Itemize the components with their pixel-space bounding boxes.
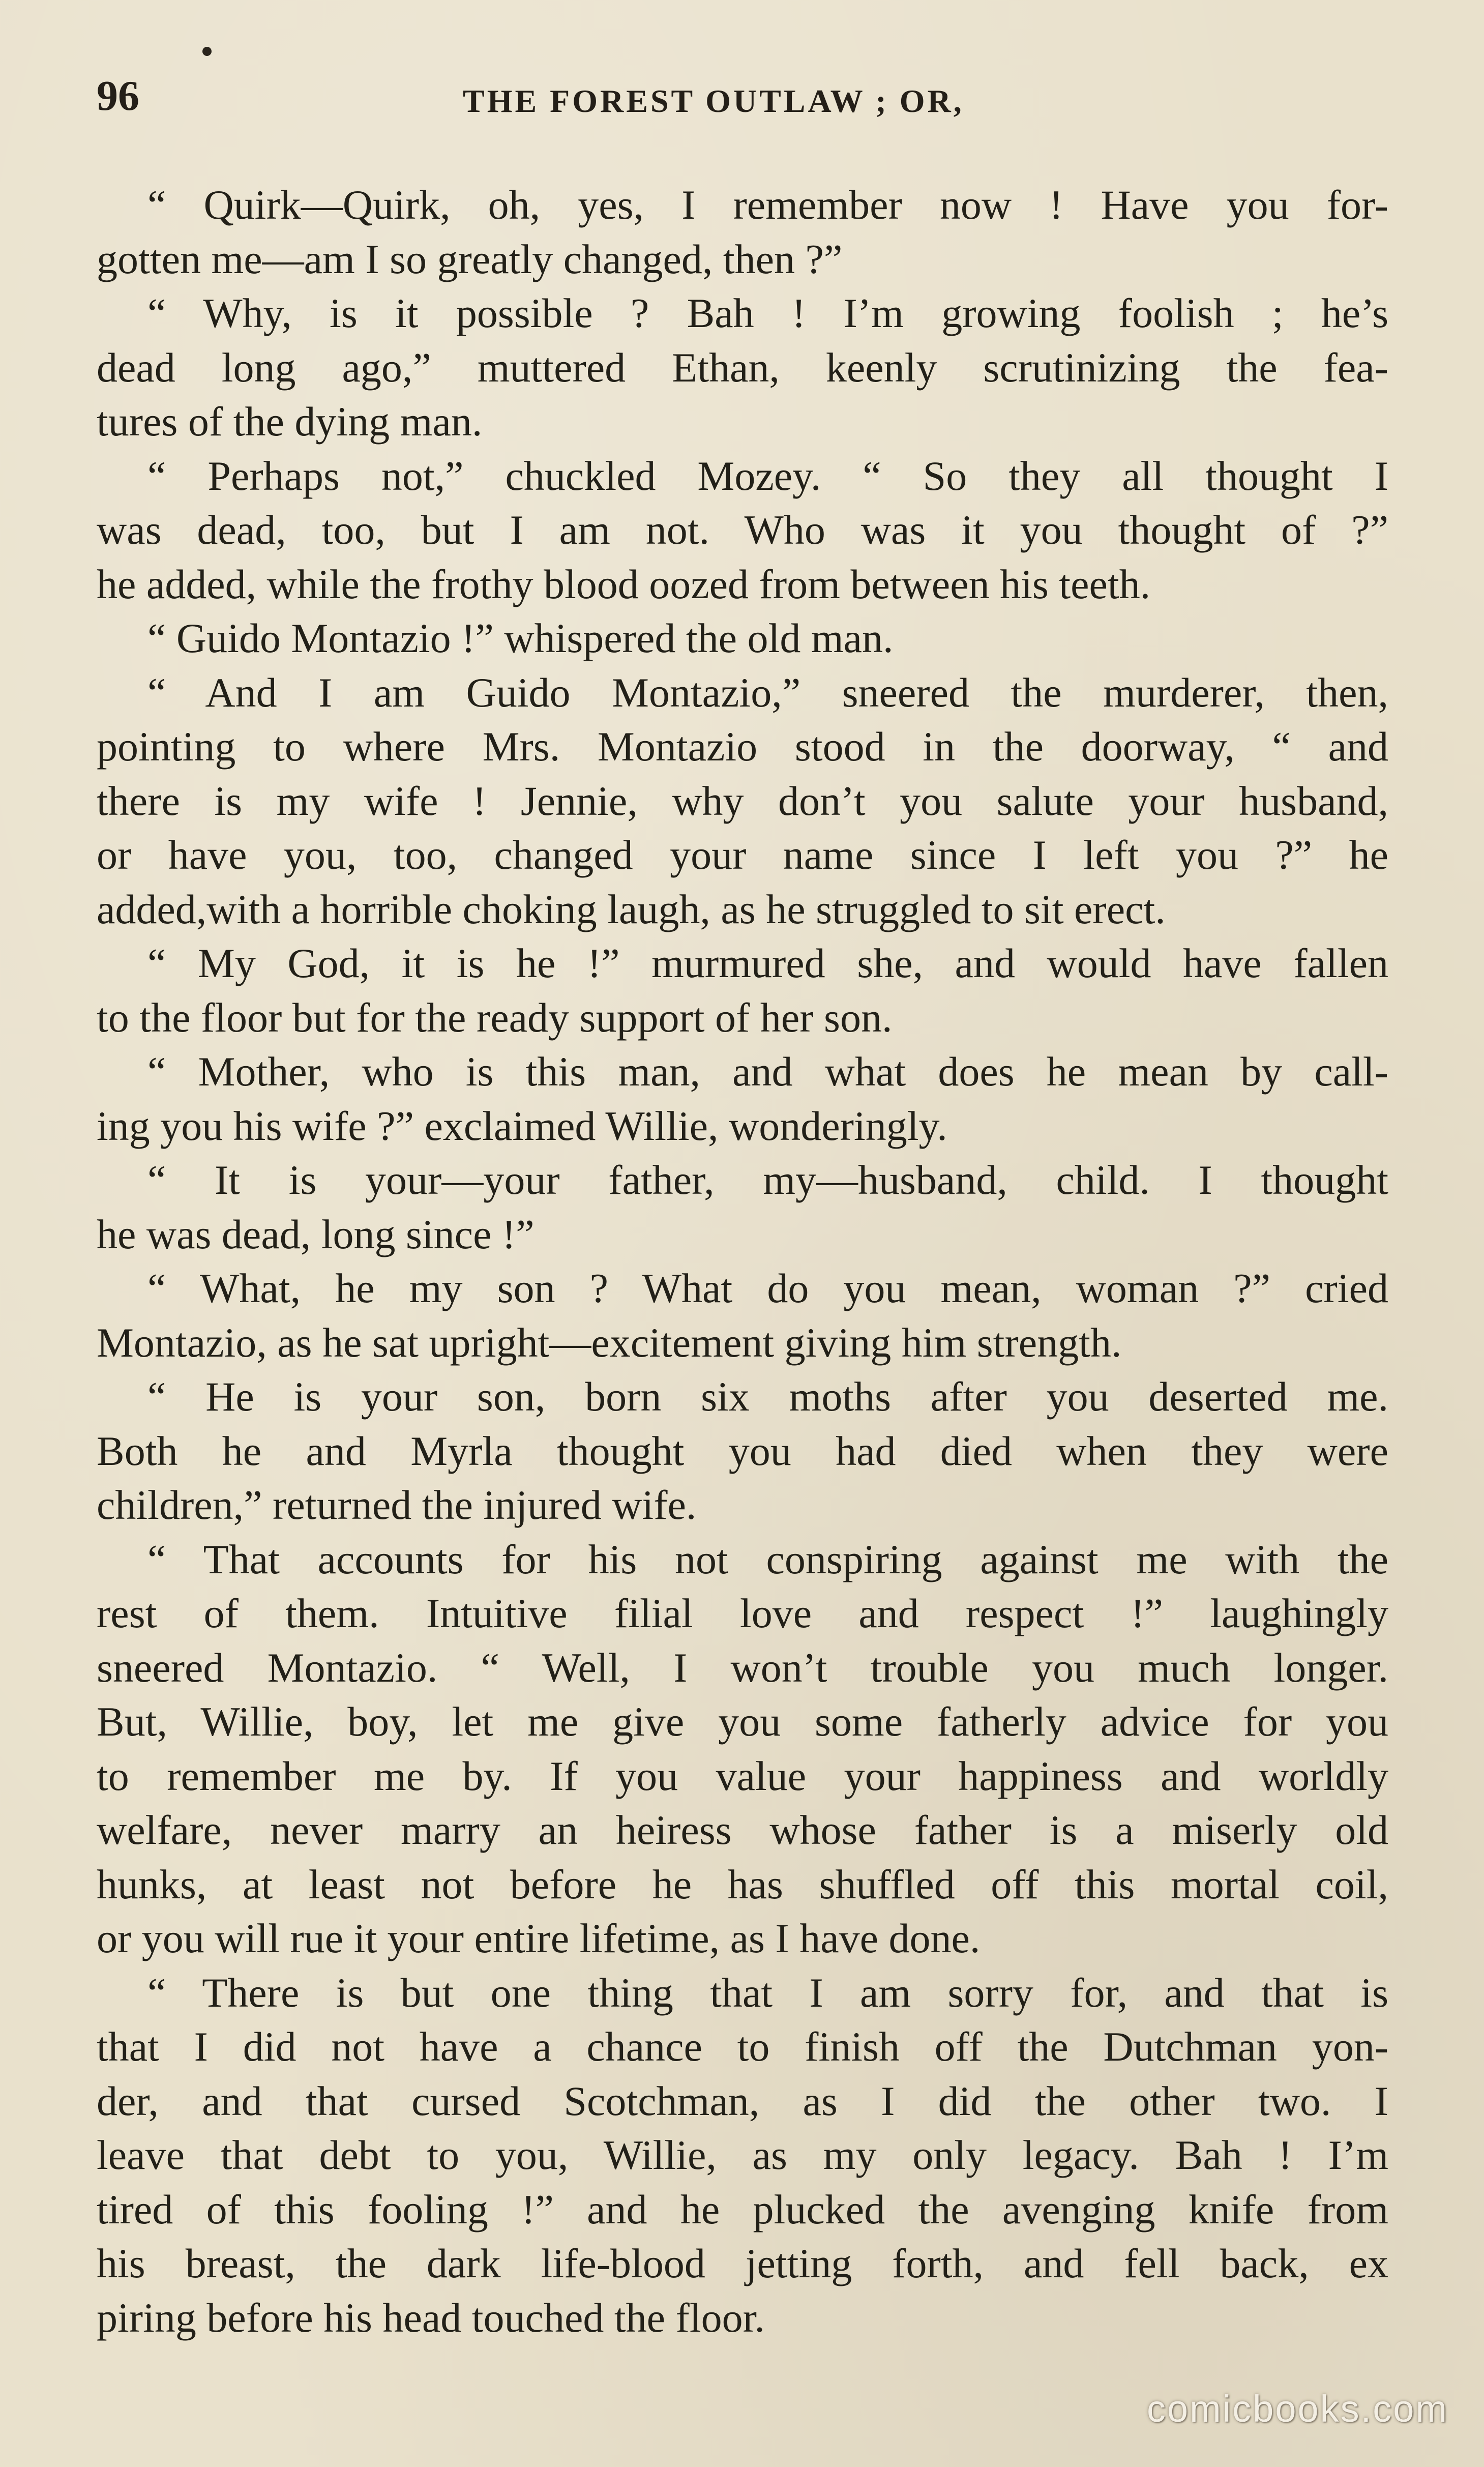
- text-line: piring before his head touched the floor.: [97, 2294, 765, 2341]
- text-line: “ It is your—your father, my—husband, child. I thought: [147, 1157, 1388, 1203]
- text-line: “ My God, it is he !” murmured she, and would have fallen: [147, 940, 1388, 986]
- text-line: children,” returned the injured wife.: [97, 1482, 697, 1528]
- text-line: gotten me—am I so greatly changed, then ?”: [97, 236, 843, 282]
- text-line: “ And I am Guido Montazio,” sneered the murderer, then,: [147, 669, 1388, 716]
- text-line: “ What, he my son ? What do you mean, woman ?” cried: [147, 1265, 1388, 1311]
- text-line: sneered Montazio. “ Well, I won’t trouble you much longer.: [97, 1644, 1388, 1691]
- text-line: added,with a horrible choking laugh, as he struggled to sit erect.: [97, 886, 1166, 932]
- text-line: dead long ago,” muttered Ethan, keenly scrutinizing the fea-: [97, 344, 1388, 391]
- text-line: to the floor but for the ready support of her son.: [97, 994, 893, 1041]
- text-line: Montazio, as he sat upright—excitement giving him strength.: [97, 1319, 1122, 1366]
- body-text: [97, 178, 1388, 2345]
- site-watermark: comicbooks.com: [1146, 2388, 1448, 2430]
- text-line: he was dead, long since !”: [97, 1211, 535, 1257]
- text-line: there is my wife ! Jennie, why don’t you salute your husband,: [97, 777, 1388, 824]
- text-line: leave that debt to you, Willie, as my only legacy. Bah ! I’m: [97, 2132, 1388, 2178]
- text-line: ing you his wife ?” exclaimed Willie, wonderingly.: [97, 1102, 947, 1149]
- text-line: “ Why, is it possible ? Bah ! I’m growing foolish ; he’s: [147, 290, 1388, 336]
- text-line: Both he and Myrla thought you had died when they were: [97, 1427, 1388, 1474]
- text-line: But, Willie, boy, let me give you some fatherly advice for you: [97, 1698, 1388, 1745]
- ink-spot: [202, 47, 212, 56]
- text-line: “ Guido Montazio !” whispered the old man.: [147, 615, 894, 661]
- text-line: “ Quirk—Quirk, oh, yes, I remember now ! Have you for-: [147, 182, 1388, 228]
- text-line: to remember me by. If you value your happiness and worldly: [97, 1752, 1388, 1799]
- text-line: or you will rue it your entire lifetime, as I have done.: [97, 1915, 981, 1961]
- running-head: THE FOREST OUTLAW ; OR,: [463, 83, 964, 119]
- text-line: or have you, too, changed your name since I left you ?” he: [97, 832, 1388, 878]
- text-line: tures of the dying man.: [97, 398, 483, 445]
- text-line: “ That accounts for his not conspiring against me with the: [147, 1536, 1388, 1582]
- text-line: der, and that cursed Scotchman, as I did the other two. I: [97, 2077, 1388, 2124]
- text-line: welfare, never marry an heiress whose father is a miserly old: [97, 1807, 1388, 1853]
- text-line: hunks, at least not before he has shuffled off this mortal coil,: [97, 1861, 1388, 1907]
- text-line: he added, while the frothy blood oozed from between his teeth.: [97, 561, 1151, 607]
- text-line: “ There is but one thing that I am sorry for, and that is: [147, 1969, 1388, 2016]
- text-line: “ He is your son, born six moths after you deserted me.: [147, 1373, 1388, 1420]
- text-line: his breast, the dark life-blood jetting forth, and fell back, ex: [97, 2240, 1388, 2286]
- page-header: [97, 71, 1388, 127]
- text-line: “ Perhaps not,” chuckled Mozey. “ So they all thought I: [147, 452, 1388, 499]
- text-line: was dead, too, but I am not. Who was it you thought of ?”: [97, 507, 1388, 553]
- text-line: “ Mother, who is this man, and what does he mean by call-: [147, 1048, 1388, 1095]
- page-number: 96: [97, 72, 139, 120]
- text-line: rest of them. Intuitive filial love and respect !” laughingly: [97, 1590, 1388, 1636]
- text-line: that I did not have a chance to finish off the Dutchman yon-: [97, 2023, 1388, 2070]
- text-line: tired of this fooling !” and he plucked the avenging knife from: [97, 2186, 1388, 2233]
- text-line: pointing to where Mrs. Montazio stood in the doorway, “ and: [97, 723, 1388, 770]
